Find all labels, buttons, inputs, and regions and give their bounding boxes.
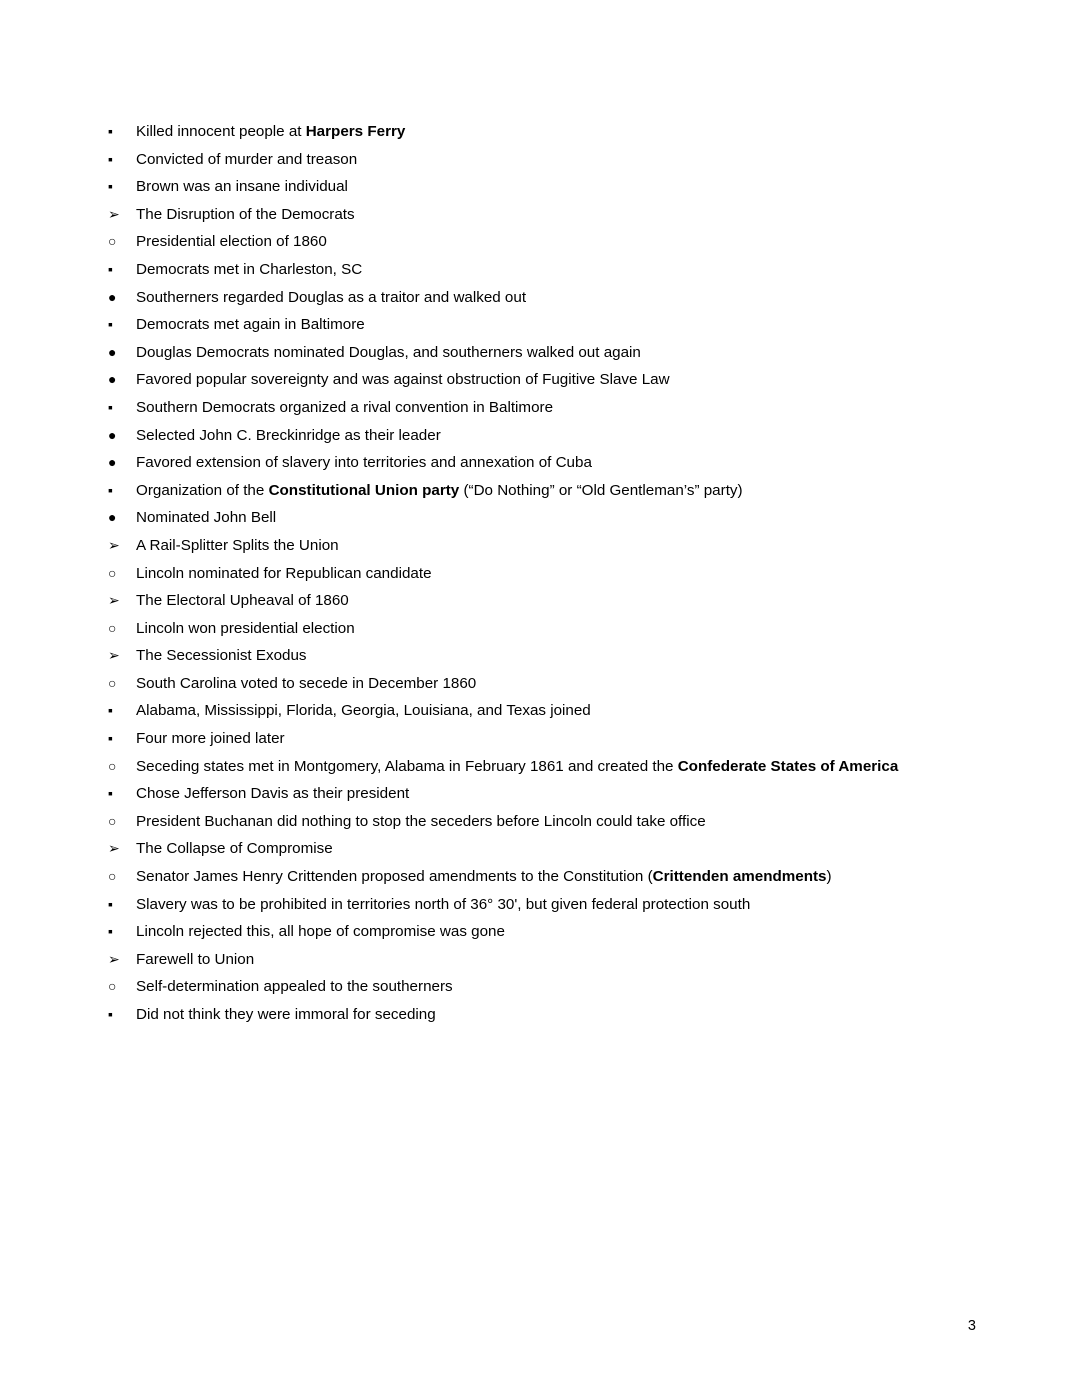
- outline-item: [100, 946, 980, 1029]
- outline-item: [100, 642, 980, 835]
- outline-sublist: [100, 339, 980, 394]
- outline-item-text: Farewell to Union: [136, 950, 255, 968]
- outline-item: [100, 587, 980, 642]
- outline-item-row: [100, 449, 980, 477]
- outline-item-row: [100, 339, 980, 367]
- bullet-marker-icon: ▪: [108, 481, 113, 498]
- outline-item: [100, 918, 980, 946]
- bullet-marker-icon: ▪: [108, 730, 113, 747]
- outline-item-row: [100, 725, 980, 753]
- outline-item-text: Chose Jefferson Davis as their president: [136, 785, 410, 803]
- outline-item-text: Southern Democrats organized a rival convention in Baltimore: [136, 398, 554, 416]
- outline-item: [100, 725, 980, 753]
- bullet-marker-icon: ➢: [108, 205, 120, 222]
- outline-item: [100, 422, 980, 450]
- outline-item-row: [100, 366, 980, 394]
- outline-sublist: [100, 697, 980, 752]
- outline-sublist: [100, 615, 980, 643]
- outline-item: [100, 697, 980, 725]
- outline-item: [100, 780, 980, 808]
- bullet-marker-icon: ○: [108, 674, 117, 691]
- bullet-marker-icon: ○: [108, 233, 117, 250]
- bullet-marker-icon: ▪: [108, 702, 113, 719]
- bullet-marker-icon: ➢: [108, 536, 120, 553]
- bullet-marker-icon: ➢: [108, 950, 120, 967]
- outline-item-text: The Collapse of Compromise: [136, 840, 333, 858]
- outline-item: [100, 284, 980, 312]
- outline-item-text: Democrats met in Charleston, SC: [136, 260, 363, 278]
- outline-item-text: Lincoln won presidential election: [136, 619, 355, 637]
- outline-item: [100, 339, 980, 367]
- bullet-marker-icon: ○: [108, 978, 117, 995]
- outline-item: [100, 449, 980, 477]
- bullet-marker-icon: ▪: [108, 123, 113, 139]
- outline-item-text: Senator James Henry Crittenden proposed amendments to the Constitution (Crittenden amendments): [136, 868, 832, 886]
- bullet-marker-icon: ●: [108, 288, 117, 305]
- outline-sublist: [100, 670, 980, 836]
- outline-item: [100, 201, 980, 532]
- outline-item-text: Selected John C. Breckinridge as their leader: [136, 426, 441, 444]
- outline-sublist: [100, 891, 980, 946]
- outline-item-row: [100, 587, 980, 615]
- outline-item-text: A Rail-Splitter Splits the Union: [136, 536, 339, 554]
- outline-item-text: Favored popular sovereignty and was against obstruction of Fugitive Slave Law: [136, 371, 670, 389]
- outline-item-text: Democrats met again in Baltimore: [136, 316, 365, 334]
- outline-sublist: [100, 1001, 980, 1029]
- outline-item-text: Favored extension of slavery into territories and annexation of Cuba: [136, 454, 592, 472]
- outline-item: [100, 394, 980, 477]
- outline-item-row: [100, 808, 980, 836]
- outline-item-text: South Carolina voted to secede in December 1860: [136, 674, 477, 692]
- outline-item-text: Organization of the Constitutional Union party (“Do Nothing” or “Old Gentleman’s” party): [136, 481, 743, 499]
- outline-item-row: [100, 1001, 980, 1029]
- outline-item: [100, 366, 980, 394]
- bullet-marker-icon: ●: [108, 426, 117, 443]
- outline-sublist: [100, 863, 980, 946]
- outline-item-text: Self-determination appealed to the southerners: [136, 978, 453, 996]
- outline-item-row: [100, 146, 980, 174]
- bullet-marker-icon: ○: [108, 757, 117, 774]
- outline-sublist: [100, 256, 980, 532]
- bullet-marker-icon: ○: [108, 619, 117, 636]
- outline-item-text: Did not think they were immoral for seceding: [136, 1006, 436, 1023]
- bullet-marker-icon: ▪: [108, 178, 113, 195]
- bullet-marker-icon: ➢: [108, 592, 120, 609]
- outline-item: [100, 1001, 980, 1029]
- bullet-marker-icon: ●: [108, 371, 117, 388]
- outline-item-text: President Buchanan did nothing to stop the seceders before Lincoln could take office: [136, 812, 706, 830]
- outline-item-row: [100, 973, 980, 1001]
- bullet-marker-icon: ➢: [108, 647, 120, 664]
- outline-item: [100, 118, 980, 146]
- outline-item-row: [100, 918, 980, 946]
- bullet-marker-icon: ▪: [108, 923, 113, 940]
- bullet-marker-icon: ○: [108, 564, 117, 581]
- bullet-marker-icon: ○: [108, 868, 117, 885]
- bullet-marker-icon: ➢: [108, 840, 120, 857]
- outline-item-text: Lincoln rejected this, all hope of compromise was gone: [136, 923, 505, 941]
- outline-item-text: Lincoln nominated for Republican candidate: [136, 564, 432, 582]
- bullet-marker-icon: ▪: [108, 785, 113, 802]
- outline-item-text: Brown was an insane individual: [136, 178, 348, 196]
- outline-item-row: [100, 753, 980, 781]
- outline-item-text: Killed innocent people at Harpers Ferry: [136, 123, 406, 140]
- outline-item-row: [100, 422, 980, 450]
- outline-item-row: [100, 256, 980, 284]
- outline-item-row: [100, 946, 980, 974]
- outline-item: [100, 532, 980, 587]
- outline-sublist: [100, 504, 980, 532]
- outline-item-row: [100, 642, 980, 670]
- bullet-marker-icon: ○: [108, 812, 117, 829]
- outline-item-text: Convicted of murder and treason: [136, 150, 358, 168]
- outline-item-row: [100, 670, 980, 698]
- outline-item: [100, 753, 980, 808]
- outline-item: [100, 863, 980, 946]
- outline-item: [100, 670, 980, 753]
- outline-item-text: Southerners regarded Douglas as a traitor and walked out: [136, 288, 527, 306]
- outline-sublist: [100, 560, 980, 588]
- outline-item-text: The Electoral Upheaval of 1860: [136, 592, 349, 610]
- bullet-marker-icon: ▪: [108, 260, 113, 277]
- bullet-marker-icon: ▪: [108, 895, 113, 912]
- outline-item: [100, 311, 980, 394]
- outline-item-row: [100, 118, 980, 146]
- outline-item-row: [100, 201, 980, 229]
- outline-item-text: Douglas Democrats nominated Douglas, and southerners walked out again: [136, 343, 641, 361]
- outline-item-row: [100, 311, 980, 339]
- bullet-marker-icon: ●: [108, 343, 117, 360]
- outline-item: [100, 477, 980, 532]
- outline-item: [100, 228, 980, 532]
- outline-item-row: [100, 394, 980, 422]
- bullet-marker-icon: ▪: [108, 150, 113, 167]
- bullet-marker-icon: ▪: [108, 398, 113, 415]
- outline-item: [100, 256, 980, 311]
- outline-item: [100, 173, 980, 201]
- outline-item-row: [100, 863, 980, 891]
- outline-item-text: Four more joined later: [136, 730, 285, 748]
- outline-item: [100, 615, 980, 643]
- outline-item-text: Seceding states met in Montgomery, Alabama in February 1861 and created the Confederate States of America: [136, 757, 899, 775]
- outline-item-text: The Secessionist Exodus: [136, 647, 307, 665]
- bullet-marker-icon: ▪: [108, 1006, 113, 1022]
- outline-sublist: [100, 422, 980, 477]
- outline-item-text: The Disruption of the Democrats: [136, 205, 355, 223]
- outline-sublist: [100, 973, 980, 1028]
- outline-item-row: [100, 228, 980, 256]
- outline-item-row: [100, 615, 980, 643]
- outline-item: [100, 560, 980, 588]
- outline-item-row: [100, 835, 980, 863]
- outline-item-text: Slavery was to be prohibited in territories north of 36° 30', but given federal protection south: [136, 895, 751, 913]
- outline-item-text: Presidential election of 1860: [136, 233, 327, 251]
- outline-item-row: [100, 532, 980, 560]
- outline-item: [100, 808, 980, 836]
- outline-item-row: [100, 560, 980, 588]
- bullet-marker-icon: ●: [108, 509, 117, 526]
- outline-item: [100, 973, 980, 1028]
- outline-item-row: [100, 504, 980, 532]
- outline-item-row: [100, 173, 980, 201]
- bullet-marker-icon: ▪: [108, 316, 113, 333]
- outline-sublist: [100, 118, 980, 201]
- outline-sublist: [100, 228, 980, 532]
- outline-item: [100, 835, 980, 945]
- outline-item-row: [100, 477, 980, 505]
- outline-sublist: [100, 284, 980, 312]
- outline-item-row: [100, 891, 980, 919]
- outline-item-row: [100, 780, 980, 808]
- outline-item: [100, 146, 980, 174]
- bullet-marker-icon: ●: [108, 454, 117, 471]
- outline-item-text: Nominated John Bell: [136, 509, 277, 527]
- outline-item-row: [100, 284, 980, 312]
- outline-item-text: Alabama, Mississippi, Florida, Georgia, Louisiana, and Texas joined: [136, 702, 591, 720]
- outline-item-row: [100, 697, 980, 725]
- outline-item: [100, 504, 980, 532]
- outline-sublist: [100, 780, 980, 808]
- outline-item: [100, 891, 980, 919]
- page-number: 3: [967, 1318, 976, 1334]
- outline-list: [100, 118, 980, 1029]
